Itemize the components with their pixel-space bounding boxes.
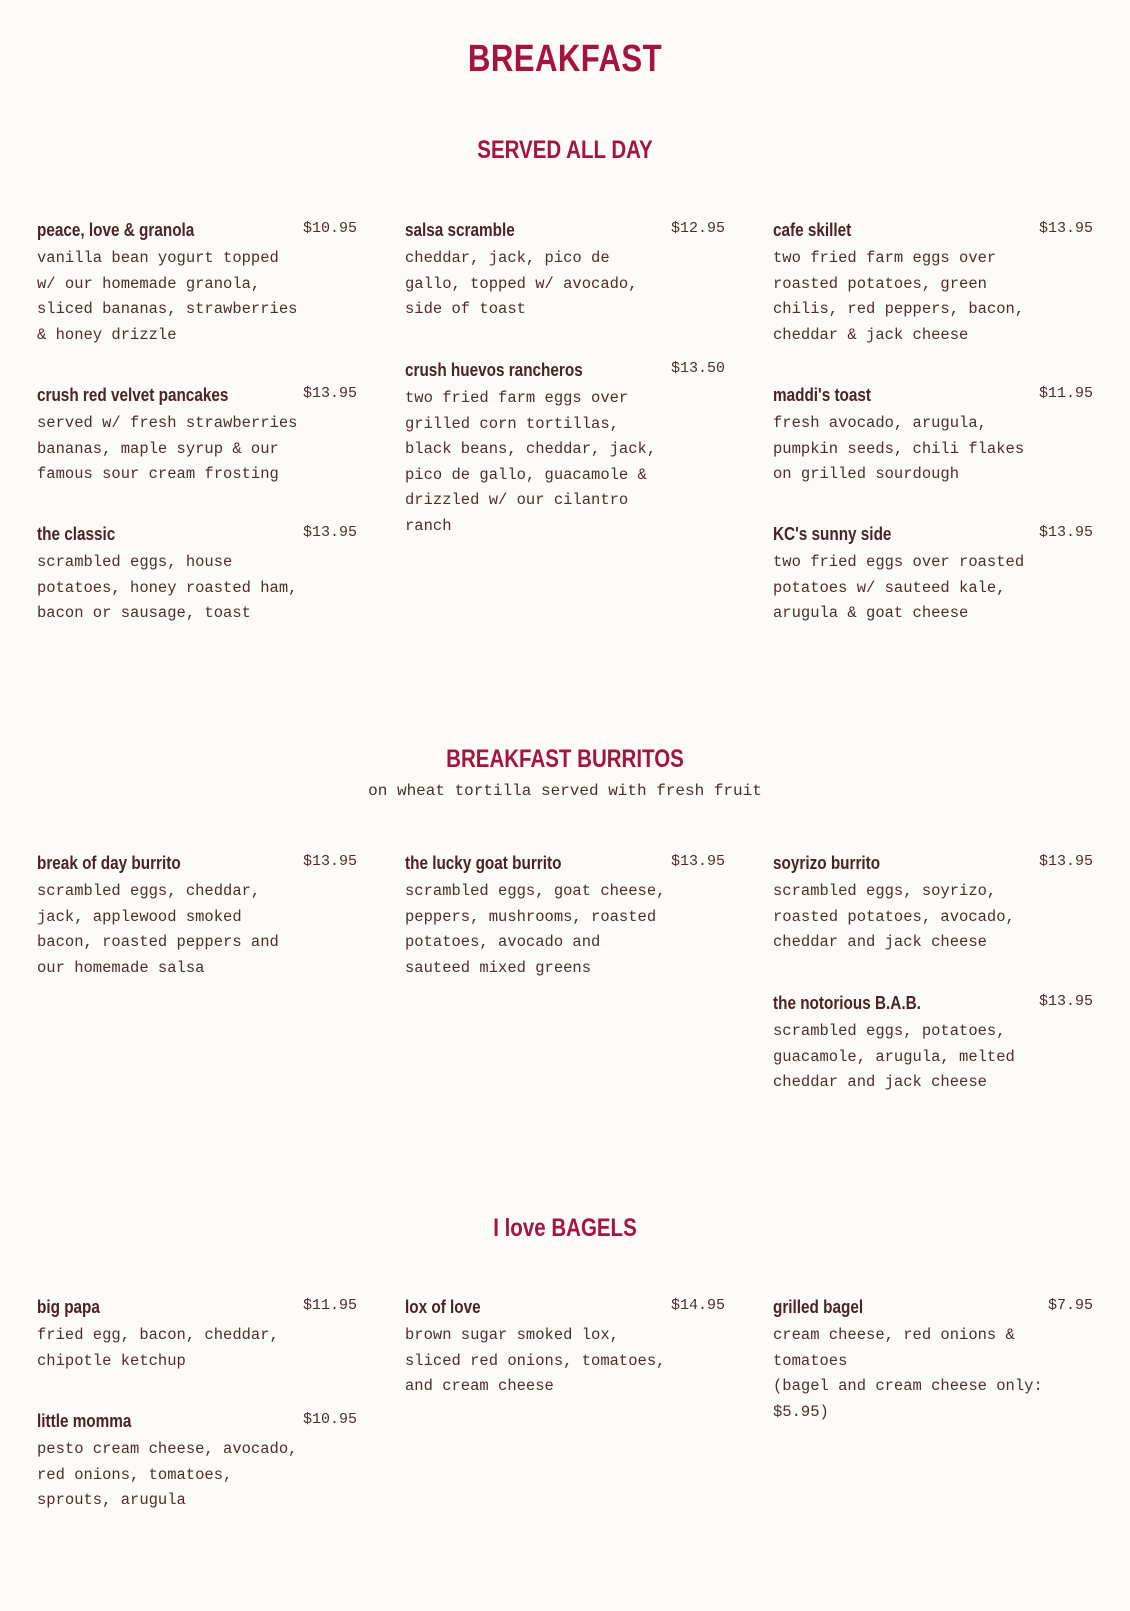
menu-item [773, 220, 1093, 348]
item-description: served w/ fresh strawberries bananas, maple syrup & our famous sour cream frosting [37, 414, 298, 483]
item-description: scrambled eggs, house potatoes, honey roasted ham, bacon or sausage, toast [37, 553, 298, 622]
menu-item [773, 1297, 1093, 1425]
menu-item [405, 853, 725, 981]
menu-item [773, 853, 1093, 956]
item-price: $11.95 [302, 1297, 357, 1314]
item-name: salsa scramble [405, 220, 515, 240]
item-name: little momma [37, 1411, 132, 1431]
item-price: $10.95 [302, 220, 357, 237]
menu-item [37, 853, 357, 981]
page-title: BREAKFAST [467, 38, 663, 80]
item-description: scrambled eggs, goat cheese, peppers, mushrooms, roasted potatoes, avocado and sauteed mixed greens [405, 882, 666, 977]
item-name: crush red velvet pancakes [37, 385, 229, 405]
section-title-i-love-bagels: I love BAGELS [493, 1214, 637, 1242]
item-name: the lucky goat burrito [405, 853, 562, 873]
item-description: cream cheese, red onions & tomatoes (bagel and cream cheese only: $5.95) [773, 1326, 1043, 1421]
item-name: the classic [37, 524, 116, 544]
item-price: $14.95 [670, 1297, 725, 1314]
item-description: pesto cream cheese, avocado, red onions, tomatoes, sprouts, arugula [37, 1440, 298, 1509]
item-description: two fried farm eggs over grilled corn tortillas, black beans, cheddar, jack, pico de gallo, guacamole & drizzled w/ our cilantro ranch [405, 389, 657, 535]
item-price: $13.95 [1038, 220, 1093, 237]
menu-item [37, 220, 357, 348]
item-name: peace, love & granola [37, 220, 195, 240]
item-name: KC's sunny side [773, 524, 892, 544]
item-price: $13.95 [302, 385, 357, 402]
item-description: vanilla bean yogurt topped w/ our homemade granola, sliced bananas, strawberries & honey drizzle [37, 249, 298, 344]
item-description: scrambled eggs, cheddar, jack, applewood smoked bacon, roasted peppers and our homemade salsa [37, 882, 279, 977]
item-description: fresh avocado, arugula, pumpkin seeds, chili flakes on grilled sourdough [773, 414, 1025, 483]
item-description: scrambled eggs, potatoes, guacamole, arugula, melted cheddar and jack cheese [773, 1022, 1015, 1091]
item-price: $13.95 [1038, 853, 1093, 870]
menu-item [773, 385, 1093, 488]
item-name: grilled bagel [773, 1297, 864, 1317]
item-price: $12.95 [670, 220, 725, 237]
item-description: brown sugar smoked lox, sliced red onions, tomatoes, and cream cheese [405, 1326, 666, 1395]
item-description: cheddar, jack, pico de gallo, topped w/ avocado, side of toast [405, 249, 638, 318]
item-price: $13.95 [302, 524, 357, 541]
section-subtitle: on wheat tortilla served with fresh fruit [368, 782, 762, 800]
item-name: the notorious B.A.B. [773, 993, 921, 1013]
item-description: two fried eggs over roasted potatoes w/ sauteed kale, arugula & goat cheese [773, 553, 1025, 622]
item-price: $7.95 [1047, 1297, 1093, 1314]
menu-item [405, 1297, 725, 1400]
item-name: break of day burrito [37, 853, 181, 873]
item-price: $11.95 [1038, 385, 1093, 402]
menu-item [37, 385, 357, 488]
menu-item [773, 524, 1093, 627]
item-name: big papa [37, 1297, 100, 1317]
menu-item [37, 1297, 357, 1374]
item-price: $10.95 [302, 1411, 357, 1428]
item-name: maddi's toast [773, 385, 872, 405]
item-name: cafe skillet [773, 220, 852, 240]
item-price: $13.95 [1038, 524, 1093, 541]
item-description: scrambled eggs, soyrizo, roasted potatoes, avocado, cheddar and jack cheese [773, 882, 1015, 951]
item-price: $13.95 [670, 853, 725, 870]
item-price: $13.95 [1038, 993, 1093, 1010]
section-title-breakfast-burritos: BREAKFAST BURRITOS [446, 745, 684, 773]
menu-item [405, 220, 725, 323]
item-description: fried egg, bacon, cheddar, chipotle ketchup [37, 1326, 279, 1370]
item-price: $13.95 [302, 853, 357, 870]
item-description: two fried farm eggs over roasted potatoes, green chilis, red peppers, bacon, cheddar & jack cheese [773, 249, 1025, 344]
menu-item [405, 360, 725, 539]
menu-item [773, 993, 1093, 1096]
menu-item [37, 1411, 357, 1514]
menu-item [37, 524, 357, 627]
item-price: $13.50 [670, 360, 725, 377]
item-name: soyrizo burrito [773, 853, 881, 873]
section-title-served-all-day: SERVED ALL DAY [477, 136, 653, 164]
item-name: lox of love [405, 1297, 481, 1317]
item-name: crush huevos rancheros [405, 360, 583, 380]
